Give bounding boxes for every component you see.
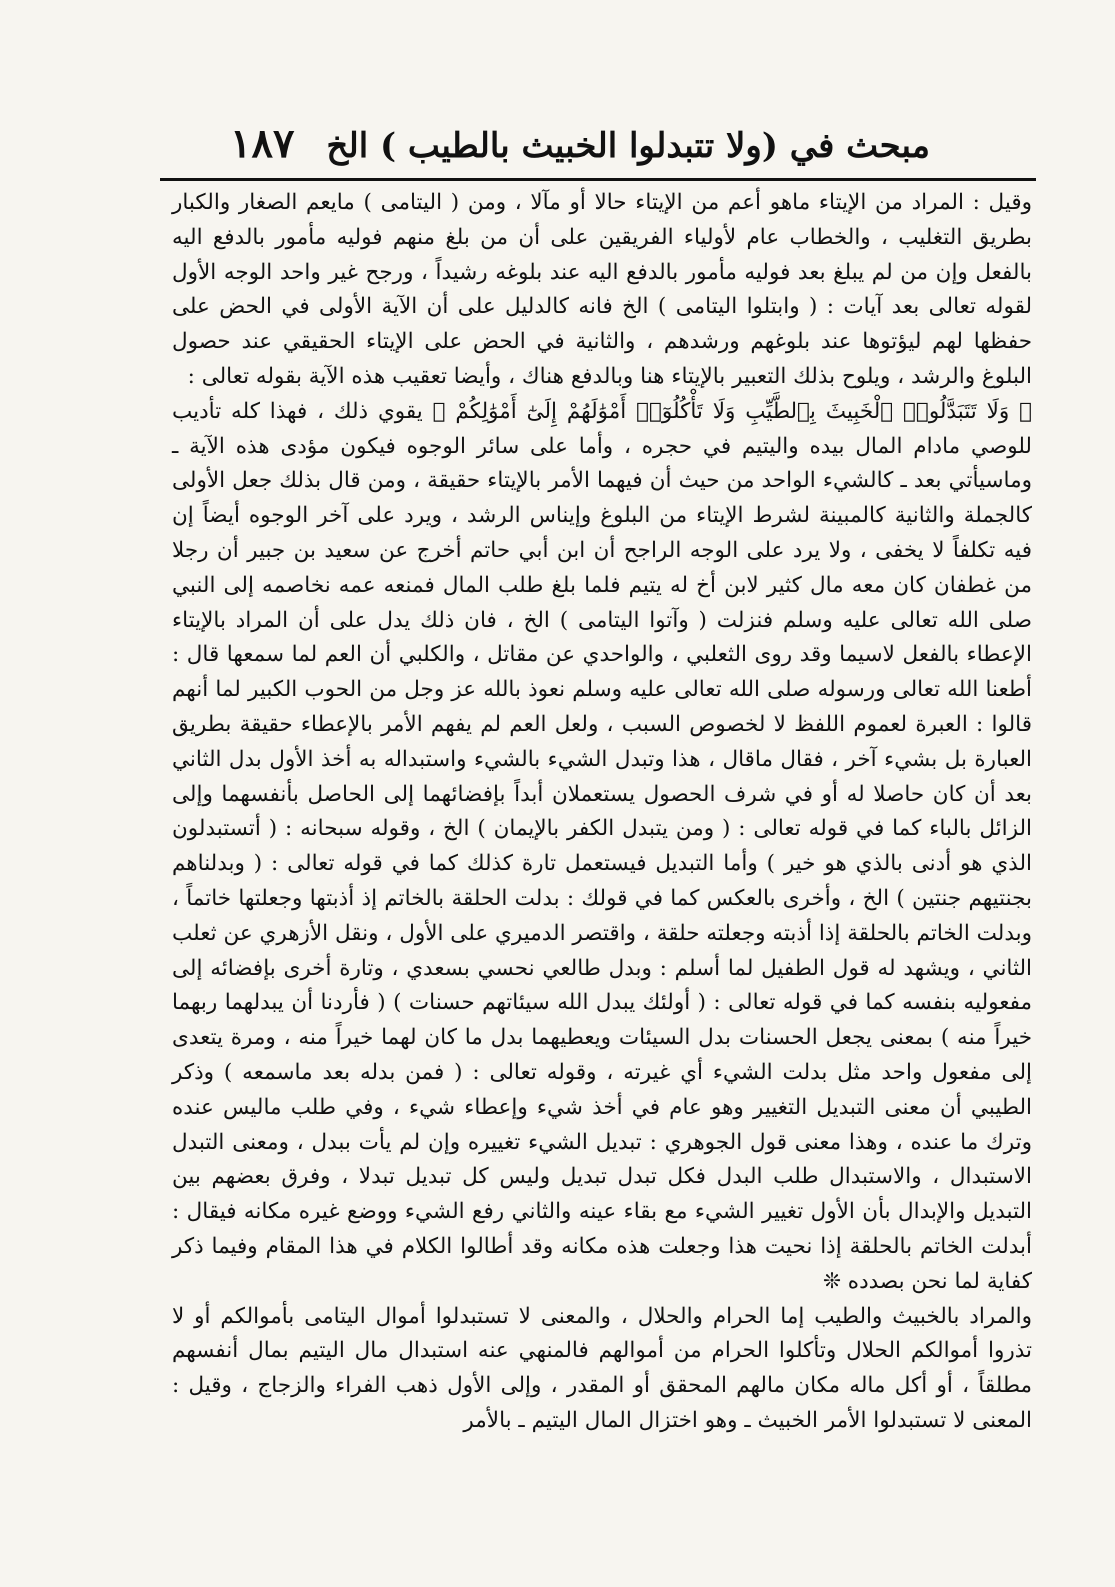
header-rule <box>160 178 1036 181</box>
body-text <box>172 186 1032 1439</box>
paragraph-1: وقيل : المراد من الإيتاء ماهو أعم من الإيتاء حالا أو مآلا ، ومن ( اليتامى ) مايعم الصغار والكبار بطريق التغليب ، والخطاب عام لأولياء الفريقين على أن من بلغ منهم فوليه مأمور بالدفع اليه بالفعل وإن من لم يبلغ بعد فوليه مأمور بالدفع اليه عند بلوغه رشيداً ، ورجح غير واحد الوجه الأول لقوله تعالى بعد آيات : ( وابتلوا اليتامى ) الخ فانه كالدليل على أن الآية الأولى في الحض على حفظها لهم ليؤتوها عند بلوغهم ورشدهم ، والثانية في الحض على الإيتاء الحقيقي عند حصول البلوغ والرشد ، ويلوح بذلك التعبير بالإيتاء هنا وبالدفع هناك ، وأيضا تعقيب هذه الآية بقوله تعالى : <box>172 190 1032 389</box>
page-header <box>160 120 1040 178</box>
paragraph-2: ﴿ وَلَا تَتَبَدَّلُوا۟ ٱلْخَبِيثَ بِٱلطَّيِّبِ وَلَا تَأْكُلُوٓا۟ أَمْوَٰلَهُمْ إِلَىٰٓ أَمْوَٰلِكُمْ ﴾ يقوي ذلك ، فهذا كله تأديب للوصي مادام المال بيده واليتيم في حجره ، وأما على سائر الوجوه فيكون مؤدى هذه الآية ـ وماسيأتي بعد ـ كالشيء الواحد من حيث أن فيهما الأمر بالإيتاء حقيقة ، ومن قال بذلك جعل الأولى كالجملة والثانية كالمبينة لشرط الإيتاء من البلوغ وإيناس الرشد ، ويرد على آخر الوجوه أيضاً إن فيه تكلفاً لا يخفى ، ولا يرد على الوجه الراجح أن ابن أبي حاتم أخرج عن سعيد بن جبير أن رجلا من غطفان كان معه مال كثير لابن أخ له يتيم فلما بلغ طلب المال فمنعه عمه نخاصمه إلى النبي صلى الله تعالى عليه وسلم فنزلت ( وآتوا اليتامى ) الخ ، فان ذلك يدل على أن المراد بالإيتاء الإعطاء بالفعل لاسيما وقد روى الثعلبي ، والواحدي عن مقاتل ، والكلبي أن العم لما سمعها قال : أطعنا الله تعالى ورسوله صلى الله تعالى عليه وسلم نعوذ بالله عز وجل من الحوب الكبير لما أنهم قالوا : العبرة لعموم اللفظ لا لخصوص السبب ، ولعل العم لم يفهم الأمر بالإعطاء حقيقة بطريق العبارة بل بشيء آخر ، فقال ماقال ، هذا وتبدل الشيء بالشيء واستبداله به أخذ الأول بدل الثاني بعد أن كان حاصلا له أو في شرف الحصول يستعملان أبداً بإفضائهما إلى الحاصل بأنفسهما وإلى الزائل بالباء كما في قوله تعالى : ( ومن يتبدل الكفر بالإيمان ) الخ ، وقوله سبحانه : ( أتستبدلون الذي هو أدنى بالذي هو خير ) وأما التبديل فيستعمل تارة كذلك كما في قوله تعالى : ( وبدلناهم بجنتيهم جنتين ) الخ ، وأخرى بالعكس كما في قولك : بدلت الحلقة بالخاتم إذ أذبتها وجعلتها خاتماً ، وبدلت الخاتم بالحلقة إذا أذبته وجعلته حلقة ، واقتصر الدميري على الأول ، ونقل الأزهري عن ثعلب الثاني ، ويشهد له قول الطفيل لما أسلم : وبدل طالعي نحسي بسعدي ، وتارة أخرى بإفضائه إلى مفعوليه بنفسه كما في قوله تعالى : ( أولئك يبدل الله سيئاتهم حسنات ) ( فأردنا أن يبدلهما ربهما خيراً منه ) بمعنى يجعل الحسنات بدل السيئات ويعطيهما بدل ما كان لهما خيراً منه ، ومرة يتعدى إلى مفعول واحد مثل بدلت الشيء أي غيرته ، وقوله تعالى : ( فمن بدله بعد ماسمعه ) وذكر الطيبي أن معنى التبديل التغيير وهو عام في أخذ شيء وإعطاء شيء ، وفي طلب ماليس عنده وترك ما عنده ، وهذا معنى قول الجوهري : تبديل الشيء تغييره وإن لم يأت ببدل ، ومعنى التبدل الاستبدال ، والاستبدال طلب البدل فكل تبدل تبديل وليس كل تبديل تبدلا ، وفرق بعضهم بين التبديل والإبدال بأن الأول تغيير الشيء مع بقاء عينه والثاني رفع الشيء ووضع غيره مكانه فيقال : أبدلت الخاتم بالحلقة إذا نحيت هذا وجعلت هذه مكانه وقد أطالوا الكلام في هذا المقام وفيما ذكر كفاية لما نحن بصدده ❊ <box>172 398 1032 1294</box>
paragraph-3: والمراد بالخبيث والطيب إما الحرام والحلال ، والمعنى لا تستبدلوا أموال اليتامى بأموالكم أو لا تذروا أموالكم الحلال وتأكلوا الحرام من أموالهم فالمنهي عنه استبدال مال اليتيم بمال أنفسهم مطلقاً ، أو أكل ماله مكان مالهم المحقق أو المقدر ، وإلى الأول ذهب الفراء والزجاج ، وقيل : المعنى لا تستبدلوا الأمر الخبيث ـ وهو اختزال المال اليتيم ـ بالأمر <box>172 1303 1032 1433</box>
running-title: مبحث في (ولا تتبدلوا الخبيث بالطيب ) الخ <box>326 126 930 166</box>
page-number: ١٨٧ <box>230 120 295 167</box>
